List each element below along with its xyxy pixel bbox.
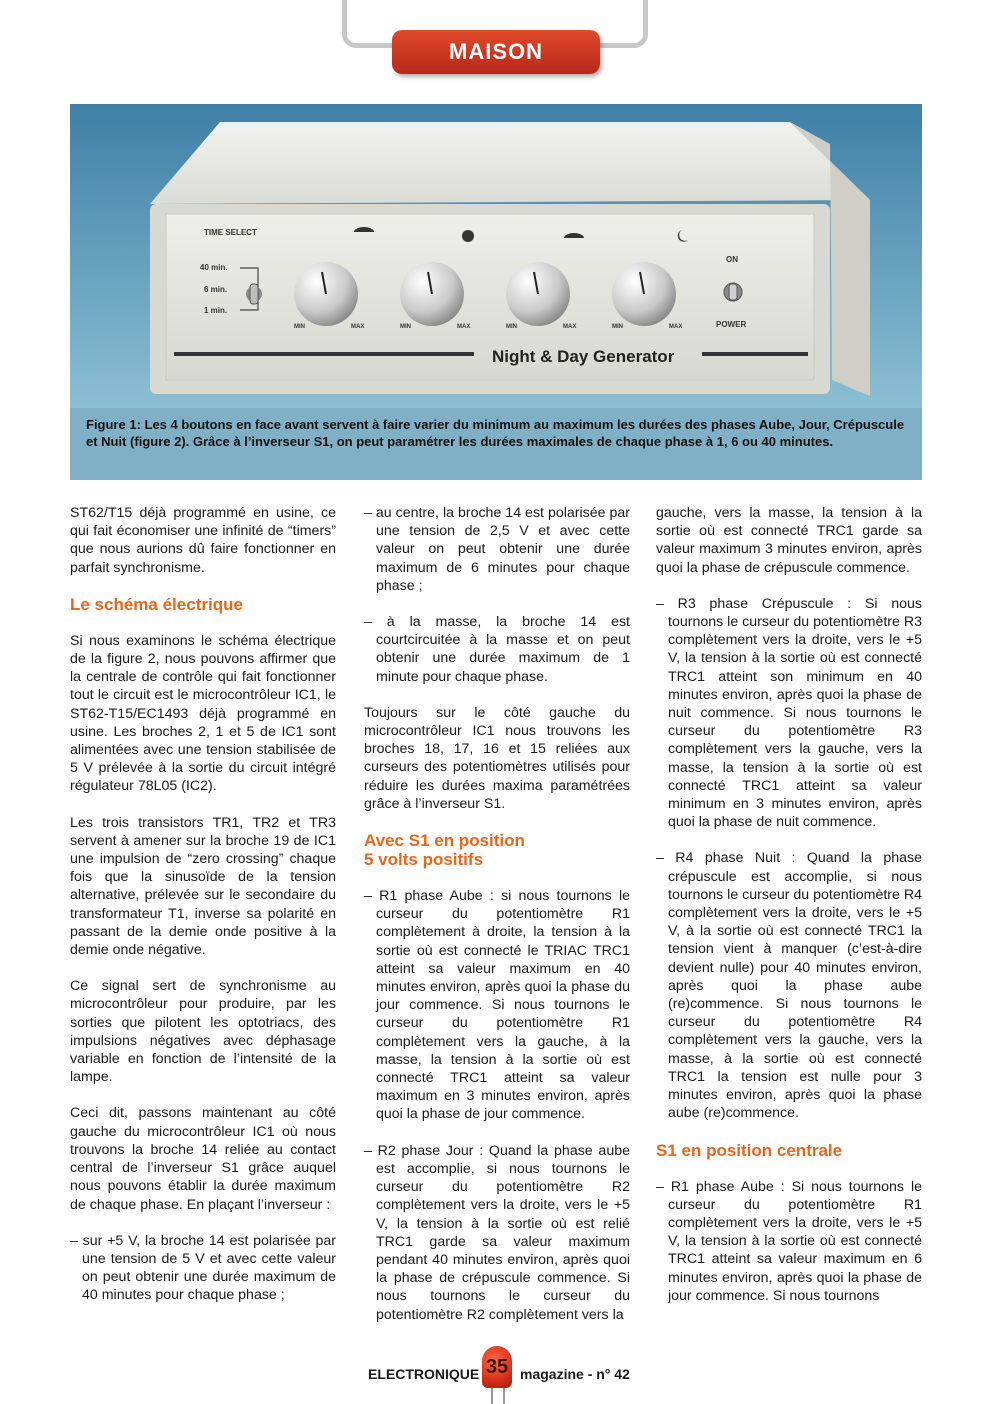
paragraph: Toujours sur le côté gauche du microcontrôleur IC1 nous trouvons les broches 18, 17, 16 et 15 reliées aux curseurs des potentiomètres utilisés pour réduire les durées maxima paramétrées grâce à l’inverseur S1. bbox=[364, 704, 630, 812]
paragraph: Si nous examinons le schéma électrique de la figure 2, nous pouvons affirmer que la centrale de contrôle qui fait fonctionner tout le circuit est le microcontrôleur IC1, le ST62-T15/EC1493 déjà programmé en usine. Les broches 2, 1 et 5 de IC1 sont alimentées avec une tension stabilisée de 5 V prélevée à la sortie du circuit intégré régulateur 78L05 (IC2). bbox=[70, 632, 336, 795]
list-item: – R4 phase Nuit : Quand la phase crépuscule est accomplie, si nous tournons le curseur du potentiomètre R4 complètement vers la droite, vers le +5 V, à la sortie où est connecté TRC1 la tension vient à manquer (c’est-à-dire devient nulle) pour 40 minutes environ, après quoi la phase aube (re)commence. Si nous tournons le curseur du potentiomètre R4 complètement vers la gauche, vers la masse, à la sortie où est connecté TRC1 la tension est nulle pour 3 minutes environ, après quoi la phase aube (re)commence. bbox=[656, 850, 922, 1122]
heading-line-2: 5 volts positifs bbox=[364, 850, 484, 870]
list-item: – R1 phase Aube : Si nous tournons le curseur du potentiomètre R1 complètement vers la droite, vers le +5 V, la tension à la sortie où est connecté TRC1 atteint sa valeur maximum en 6 minutes environ, après quoi la phase de jour commence. Si nous tournons bbox=[656, 1178, 922, 1304]
paragraph: Ceci dit, passons maintenant au côté gauche du microcontrôleur IC1 où nous trouvons la broche 14 reliée au contact central de l’inverseur S1 grâce auquel nous pouvons établir la durée maximum de chaque phase. En plaçant l’inverseur : bbox=[70, 1105, 336, 1213]
switch-label-40: 40 min. bbox=[200, 263, 228, 272]
switch-label-1: 1 min. bbox=[204, 306, 228, 315]
knob-jour-min: MIN bbox=[400, 324, 411, 330]
footer-magazine-name: ELECTRONIQUE bbox=[368, 1366, 480, 1382]
knob-crepuscule-min: MIN bbox=[506, 324, 517, 330]
column-2 bbox=[364, 504, 630, 1342]
list-item: – à la masse, la broche 14 est courtcircuitée à la masse et on peut obtenir une durée maximum de 1 minute pour chaque phase. bbox=[364, 614, 630, 685]
paragraph: ST62/T15 déjà programmé en usine, ce qui fait économiser une infinité de “timers” que nous aurions dû faire fonctionner en parfait synchronisme. bbox=[70, 505, 336, 576]
device-name: Night & Day Generator bbox=[492, 347, 675, 366]
knob-nuit-max: MAX bbox=[669, 324, 683, 330]
sun-icon bbox=[462, 230, 474, 242]
device-photo bbox=[70, 104, 922, 408]
column-3 bbox=[656, 504, 922, 1323]
section-label: MAISON bbox=[392, 30, 600, 74]
list-item: – R2 phase Jour : Quand la phase aube est accomplie, si nous tournons le curseur du potentiomètre R2 complètement vers la droite, vers le +5 V, la tension à la sortie où est relié TRC1 garde sa valeur maximum pendant 40 minutes environ, après quoi la phase de crépuscule commence. Si nous tournons le curseur du potentiomètre R2 complètement vers la bbox=[364, 1142, 630, 1323]
section-heading: Le schéma électrique bbox=[70, 594, 243, 614]
knob-aube-max: MAX bbox=[351, 324, 365, 330]
list-item: – au centre, la broche 14 est polarisée par une tension de 2,5 V et avec cette valeur on peut obtenir une durée maximum de 6 minutes pour chaque phase ; bbox=[364, 505, 630, 594]
power-label: POWER bbox=[716, 320, 747, 329]
section-heading bbox=[364, 831, 630, 869]
figure-1 bbox=[70, 104, 922, 480]
knob-aube-min: MIN bbox=[294, 324, 305, 330]
footer-issue: magazine - n° 42 bbox=[520, 1366, 630, 1382]
page-number-led bbox=[482, 1346, 512, 1388]
knob-nuit-min: MIN bbox=[612, 324, 623, 330]
paragraph: Ce signal sert de synchronisme au microcontrôleur pour produire, par les sorties que pilotent les optotriacs, des impulsions négatives avec déphasage variable en fonction de l’intensité de la lampe. bbox=[70, 978, 336, 1086]
figure-caption: Figure 1: Les 4 boutons en face avant servent à faire varier du minimum au maximum les durées des phases Aube, Jour, Crépuscule et Nuit (figure 2). Grâce à l’inverseur S1, on peut paramétrer les durées maximales de chaque phase à 1, 6 ou 40 minutes. bbox=[86, 417, 905, 449]
led-leg bbox=[491, 1388, 493, 1404]
section-heading: S1 en position centrale bbox=[656, 1140, 843, 1160]
heading-line-1: Avec S1 en position bbox=[364, 831, 525, 851]
paragraph: Les trois transistors TR1, TR2 et TR3 servent à amener sur la broche 19 de IC1 une impulsion de “zero crossing” chaque fois que la sinusoïde de la tension alternative, prélevée sur le secondaire du transformateur T1, inverse sa polarité en passant de la demie onde positive à la demie onde négative. bbox=[70, 814, 336, 959]
list-item: – sur +5 V, la broche 14 est polarisée par une tension de 5 V et avec cette valeur on peut obtenir une durée maximum de 40 minutes pour chaque phase ; bbox=[70, 1232, 336, 1304]
time-select-label: TIME SELECT bbox=[204, 228, 257, 237]
paragraph: gauche, vers la masse, la tension à la sortie où est connecté TRC1 garde sa valeur maximum 3 minutes environ, après quoi la phase de crépuscule commence. bbox=[656, 505, 922, 576]
list-item: – R3 phase Crépuscule : Si nous tournons le curseur du potentiomètre R3 complètement vers la droite, vers le +5 V, la tension à la sortie où est connecté TRC1 atteint son minimum en 40 minutes environ, après quoi la phase de nuit commence. Si nous tournons le curseur du potentiomètre R3 complètement vers la gauche, vers la masse, la tension à la sortie où est connecté TRC1 atteint sa valeur minimum en 3 minutes environ, après quoi la phase de nuit commence. bbox=[656, 595, 922, 831]
column-1 bbox=[70, 504, 336, 1323]
footer bbox=[368, 1355, 638, 1392]
led-leg bbox=[503, 1388, 505, 1404]
page-number: 35 bbox=[485, 1355, 509, 1378]
knob-crepuscule-max: MAX bbox=[563, 324, 577, 330]
list-item: – R1 phase Aube : si nous tournons le curseur du potentiomètre R1 complètement à droite, la tension à la sortie où est connecté le TRIAC TRC1 atteint sa valeur maximum en 40 minutes environ, après quoi la phase du jour commence. Si nous tournons le curseur du potentiomètre R1 complètement vers la gauche, à la masse, la tension à la sortie où est connecté TRC1 atteint sa valeur maximum en 3 minutes environ, après quoi la phase de jour commence. bbox=[364, 888, 630, 1123]
switch-label-6: 6 min. bbox=[204, 285, 228, 294]
knob-jour-max: MAX bbox=[457, 324, 471, 330]
on-label: ON bbox=[726, 255, 738, 264]
